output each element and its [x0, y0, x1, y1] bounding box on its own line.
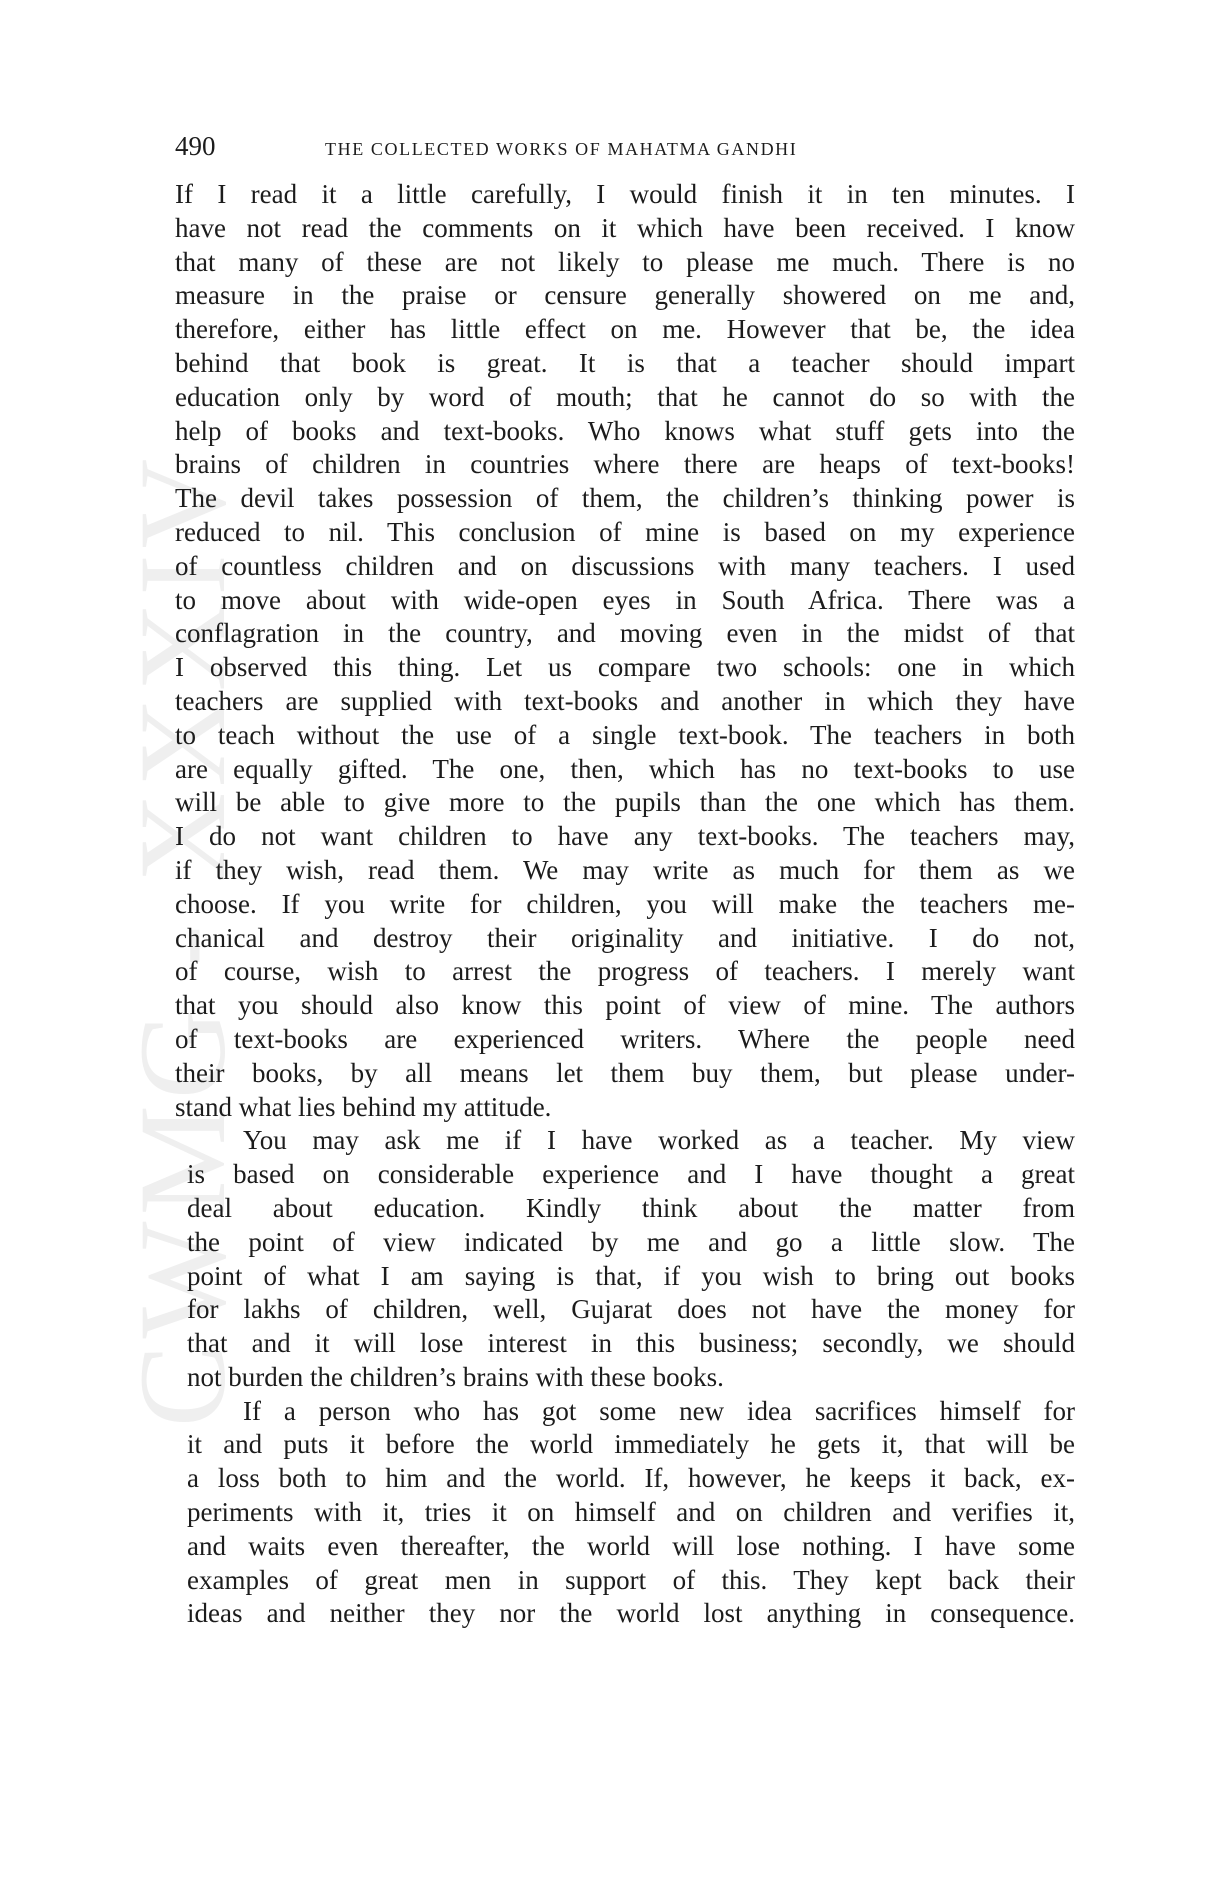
text-line: behind that book is great. It is that a teacher should impart — [175, 347, 1075, 378]
paragraph-1 — [175, 178, 1075, 1124]
text-line-content: If a person who has got some new idea sacrifices himself for — [243, 1395, 1075, 1426]
text-line: have not read the comments on it which have been received. I know — [175, 212, 1075, 243]
text-line: stand what lies behind my attitude. — [175, 1091, 552, 1122]
text-line: their books, by all means let them buy them, but please under- — [175, 1057, 1075, 1088]
text-line: if they wish, read them. We may write as much for them as we — [175, 854, 1075, 885]
text-line: I do not want children to have any text-books. The teachers may, — [175, 821, 1075, 852]
text-line: If I read it a little carefully, I would finish it in ten minutes. I — [175, 179, 1075, 209]
text-line: of course, wish to arrest the progress of teachers. I merely want — [175, 956, 1075, 987]
text-line-content: You may ask me if I have worked as a teacher. My view — [243, 1125, 1075, 1156]
text-line: a loss both to him and the world. If, however, he keeps it back, ex- — [187, 1463, 1075, 1494]
text-line: of text-books are experienced writers. Where the people need — [175, 1023, 1075, 1054]
text-line: to teach without the use of a single text-book. The teachers in both — [175, 719, 1075, 750]
text-line: are equally gifted. The one, then, which has no text-books to use — [175, 753, 1075, 784]
text-line: The devil takes possession of them, the children’s thinking power is — [175, 483, 1075, 514]
text-line: measure in the praise or censure generally showered on me and, — [175, 280, 1075, 311]
text-line: is based on considerable experience and I have thought a great — [187, 1159, 1075, 1190]
text-line: it and puts it before the world immediately he gets it, that will be — [187, 1429, 1075, 1460]
text-line: and waits even thereafter, the world will lose nothing. I have some — [187, 1530, 1075, 1561]
text-line: deal about education. Kindly think about the matter from — [187, 1192, 1075, 1223]
running-title: THE COLLECTED WORKS OF MAHATMA GANDHI — [325, 139, 798, 159]
text-line: point of what I am saying is that, if you wish to bring out books — [187, 1260, 1075, 1291]
text-line: examples of great men in support of this. They kept back their — [187, 1564, 1075, 1595]
text-line: that you should also know this point of view of mine. The authors — [175, 990, 1075, 1021]
text-line: choose. If you write for children, you will make the teachers me- — [175, 888, 1075, 919]
text-line: teachers are supplied with text-books and another in which they have — [175, 685, 1075, 716]
watermark-text: CWMG - XXXIV — [114, 452, 251, 1428]
text-line: of countless children and on discussions with many teachers. I used — [175, 550, 1075, 581]
text-line: to move about with wide-open eyes in South Africa. There was a — [175, 584, 1075, 615]
text-line: therefore, either has little effect on me. However that be, the idea — [175, 314, 1075, 345]
paragraph-3 — [187, 1395, 1075, 1632]
text-line — [187, 1395, 1075, 1429]
body-text — [175, 178, 1075, 1631]
text-line: education only by word of mouth; that he cannot do so with the — [175, 381, 1075, 412]
text-line: brains of children in countries where there are heaps of text-books! — [175, 449, 1075, 480]
paragraph-2 — [187, 1124, 1075, 1394]
text-line: chanical and destroy their originality and initiative. I do not, — [175, 922, 1075, 953]
text-line: the point of view indicated by me and go a little slow. The — [187, 1226, 1075, 1257]
text-line: ideas and neither they nor the world lost anything in consequence. — [187, 1598, 1075, 1629]
text-line — [187, 1124, 1075, 1158]
text-line: that and it will lose interest in this business; secondly, we should — [187, 1328, 1075, 1359]
text-line: for lakhs of children, well, Gujarat does not have the money for — [187, 1294, 1075, 1325]
text-line: periments with it, tries it on himself and on children and verifies it, — [187, 1497, 1075, 1528]
text-line: will be able to give more to the pupils than the one which has them. — [175, 787, 1075, 818]
text-line: not burden the children’s brains with these books. — [187, 1361, 724, 1392]
running-head — [175, 131, 1075, 165]
text-line: help of books and text-books. Who knows what stuff gets into the — [175, 415, 1075, 446]
text-line: that many of these are not likely to please me much. There is no — [175, 246, 1075, 277]
text-line: reduced to nil. This conclusion of mine is based on my experience — [175, 516, 1075, 547]
text-line: I observed this thing. Let us compare two schools: one in which — [175, 652, 1075, 683]
text-line: conflagration in the country, and moving even in the midst of that — [175, 618, 1075, 649]
page-number: 490 — [175, 131, 216, 161]
